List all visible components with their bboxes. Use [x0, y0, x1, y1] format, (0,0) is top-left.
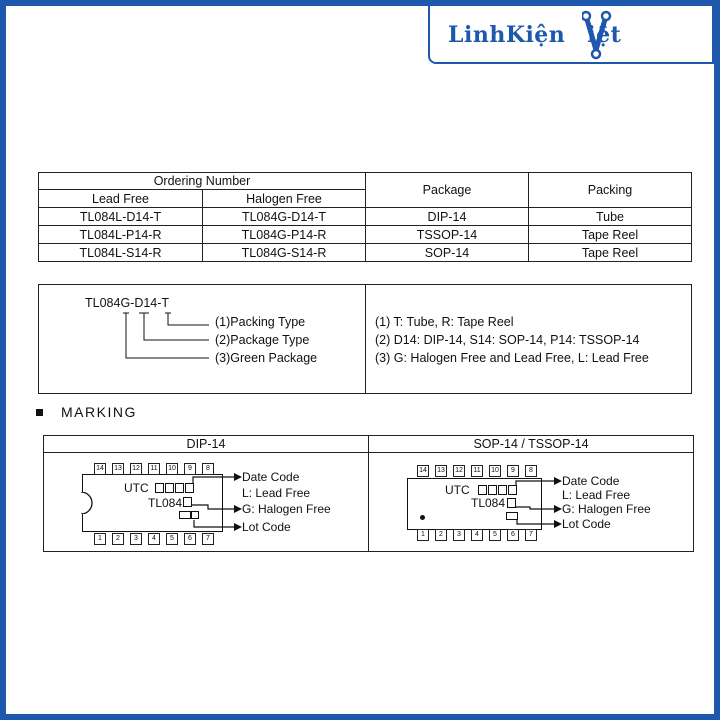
dip-pin: 14	[94, 463, 106, 475]
cell-halogen-free: TL084G-D14-T	[203, 208, 366, 226]
table-row	[39, 208, 692, 226]
cell-package: SOP-14	[366, 244, 529, 262]
sop-pin: 13	[435, 465, 447, 477]
logo-v-icon	[582, 10, 612, 62]
table-row	[39, 226, 692, 244]
sop-pin: 6	[507, 529, 519, 541]
dip-callout-halogen-free: G: Halogen Free	[242, 502, 331, 516]
sop-callout-halogen-free: G: Halogen Free	[562, 502, 651, 516]
header-packing: Packing	[529, 173, 692, 208]
dip-callout-lead-free: L: Lead Free	[242, 486, 311, 500]
cell-lead-free: TL084L-S14-R	[39, 244, 203, 262]
section-title-marking	[36, 404, 137, 420]
header-lead-free: Lead Free	[39, 190, 203, 208]
dip-header: DIP-14	[186, 437, 226, 451]
sop-pin: 4	[471, 529, 483, 541]
sop-pin: 11	[471, 465, 483, 477]
cell-package: DIP-14	[366, 208, 529, 226]
dip-pin: 6	[184, 533, 196, 545]
sop-pin: 3	[453, 529, 465, 541]
sop-pin: 10	[489, 465, 501, 477]
table-row	[39, 244, 692, 262]
sop-pin: 5	[489, 529, 501, 541]
cell-package: TSSOP-14	[366, 226, 529, 244]
dip-pin: 13	[112, 463, 124, 475]
label-green-package: (3)Green Package	[215, 351, 318, 365]
sop-pin: 7	[525, 529, 537, 541]
sop-pin: 9	[507, 465, 519, 477]
sop-header: SOP-14 / TSSOP-14	[473, 437, 589, 451]
sop-pin: 2	[435, 529, 447, 541]
sop-pin: 1	[417, 529, 429, 541]
dip-pin: 10	[166, 463, 178, 475]
cell-halogen-free: TL084G-P14-R	[203, 226, 366, 244]
dip-pin: 8	[202, 463, 214, 475]
note-package: (2) D14: DIP-14, S14: SOP-14, P14: TSSOP-14	[375, 333, 640, 347]
sop-callout-date-code: Date Code	[562, 474, 620, 488]
header-package: Package	[366, 173, 529, 208]
note-packing: (1) T: Tube, R: Tape Reel	[375, 315, 514, 329]
cell-packing: Tube	[529, 208, 692, 226]
sop-pin: 14	[417, 465, 429, 477]
cell-packing: Tape Reel	[529, 244, 692, 262]
dip-brand: UTC	[124, 481, 149, 495]
cell-lead-free: TL084L-P14-R	[39, 226, 203, 244]
dip-pin: 4	[148, 533, 160, 545]
marking-box	[43, 435, 694, 552]
header-ordering-number: Ordering Number	[39, 173, 366, 190]
part-number-example: TL084G-D14-T	[85, 296, 170, 310]
cell-packing: Tape Reel	[529, 226, 692, 244]
dip-part: TL084	[148, 496, 183, 510]
part-number-box	[38, 284, 692, 394]
dip-pin: 1	[94, 533, 106, 545]
part-number-leader-lines	[39, 285, 365, 393]
marking-title-text: MARKING	[61, 404, 137, 420]
logo-text-left: LinhKiện	[448, 22, 566, 48]
sop-callout-lot-code: Lot Code	[562, 517, 611, 531]
note-green: (3) G: Halogen Free and Lead Free, L: Lead Free	[375, 351, 649, 365]
dip-pin: 9	[184, 463, 196, 475]
sop-brand: UTC	[445, 483, 470, 497]
dip-callout-lot-code: Lot Code	[242, 520, 291, 534]
dip-pin: 5	[166, 533, 178, 545]
square-bullet-icon	[36, 409, 43, 416]
logo-text-right: iệt	[587, 22, 622, 48]
label-packing-type: (1)Packing Type	[215, 315, 306, 329]
cell-lead-free: TL084L-D14-T	[39, 208, 203, 226]
sop-part: TL084	[471, 496, 506, 510]
label-package-type: (2)Package Type	[215, 333, 310, 347]
sop-pin: 8	[525, 465, 537, 477]
sop-pin: 12	[453, 465, 465, 477]
part-box-divider	[365, 285, 366, 393]
brand-logo	[428, 4, 714, 64]
dip-callout-date-code: Date Code	[242, 470, 300, 484]
dip-pin: 12	[130, 463, 142, 475]
cell-halogen-free: TL084G-S14-R	[203, 244, 366, 262]
dip-pin: 11	[148, 463, 160, 475]
dip-pin: 3	[130, 533, 142, 545]
header-halogen-free: Halogen Free	[203, 190, 366, 208]
dip-pin: 2	[112, 533, 124, 545]
sop-callout-lead-free: L: Lead Free	[562, 488, 631, 502]
ordering-table	[38, 172, 692, 262]
dip-pin: 7	[202, 533, 214, 545]
